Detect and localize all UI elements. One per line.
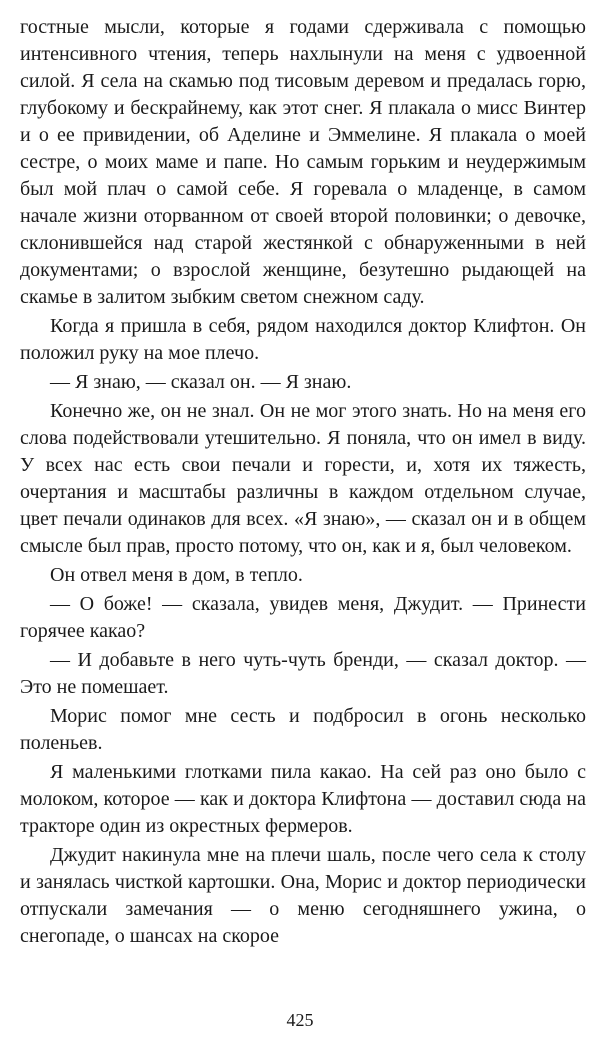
dialogue-line: — О боже! — сказала, увидев меня, Джудит. — Принести горячее какао? xyxy=(20,593,586,642)
paragraph: Когда я пришла в себя, рядом находился доктор Клифтон. Он положил руку на мое плечо. xyxy=(20,315,586,364)
paragraph: Морис помог мне сесть и подбросил в огонь несколько поленьев. xyxy=(20,705,586,754)
dialogue-line: — Я знаю, — сказал он. — Я знаю. xyxy=(50,371,352,393)
paragraph-continued: гостные мысли, которые я годами сдерживала с помощью интенсивного чтения, теперь нахлынули на меня с удвоенной силой. Я села на скамью под тисовым деревом и предалась горю, глубокому и бескрайнему, как этот снег. Я плакала о мисс Винтер и о ее привидении, об Аделине и Эммелине. Я плакала о моей сестре, о моих маме и папе. Но самым горьким и неудержимым был мой плач о самой себе. Я горевала о младенце, в самом начале жизни оторванном от своей второй половинки; о девочке, склонившейся над старой жестянкой с обнаруженными в ней документами; о взрослой женщине, безутешно рыдающей на скамье в залитом зыбким светом снежном саду. xyxy=(20,16,586,308)
paragraph: Я маленькими глотками пила какао. На сей раз оно было с молоком, которое — как и доктора Клифтона — доставил сюда на тракторе один из окрестных фермеров. xyxy=(20,761,586,837)
paragraph: Он отвел меня в дом, в тепло. xyxy=(50,564,303,586)
dialogue-line: — И добавьте в него чуть-чуть бренди, — сказал доктор. — Это не помешает. xyxy=(20,649,586,698)
page-body xyxy=(20,14,586,950)
paragraph: Джудит накинула мне на плечи шаль, после чего села к столу и занялась чисткой картошки. Она, Морис и доктор периодически отпускали замечания — о меню сегодняшнего ужина, о снегопаде, о шансах на скорое xyxy=(20,844,586,947)
page-number: 425 xyxy=(286,1010,314,1030)
paragraph: Конечно же, он не знал. Он не мог этого знать. Но на меня его слова подействовали утешительно. Я поняла, что он имел в виду. У всех нас есть свои печали и горести, и, хотя их тяжесть, очертания и масштабы различны в каждом отдельном случае, цвет печали одинаков для всех. «Я знаю», — сказал он и в общем смысле был прав, просто потому, что он, как и я, был человеком. xyxy=(20,400,586,557)
